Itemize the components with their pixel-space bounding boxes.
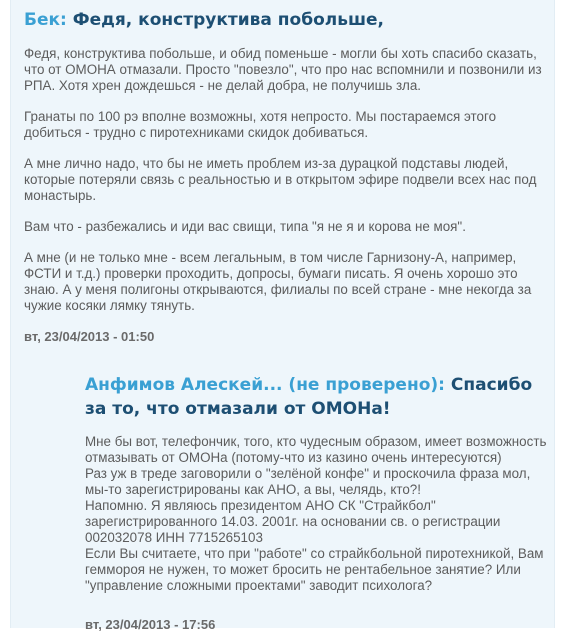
comment-body <box>24 46 552 314</box>
comment-date: вт, 23/04/2013 - 01:50 <box>24 329 155 344</box>
comment-line: Напомню. Я являюсь президентом АНО СК "Страйкбол" зарегистрированного 14.03. 2001г. на основании св. о регистрации 002032078 ИНН 7715265103 <box>85 498 501 545</box>
comment-author-link[interactable]: Бек <box>24 10 61 30</box>
comment-body <box>85 434 553 594</box>
comment-paragraph: Федя, конструктива побольше, и обид поменьше - могли бы хоть спасибо сказать, что от ОМОНА отмазали. Просто "повезло", что про нас вспомнили и позвонили из РПА. Хотя хрен дождешься - не делай добра, не получишь зла. <box>24 46 542 93</box>
comment-paragraph: А мне лично надо, что бы не иметь проблем из-за дурацкой подставы людей, которые потеряли связь с реальностью и в открытом эфире подвели всех нас под монастырь. <box>24 156 537 203</box>
author-separator: : <box>60 10 67 30</box>
comment-title <box>85 373 553 421</box>
comment-date: вт, 23/04/2013 - 17:56 <box>85 617 216 632</box>
comment-title <box>24 8 552 32</box>
comment-line: Мне бы вот, телефончик, того, кто чудесным образом, имеет возможность отмазывать от ОМОНа (потому-что из казино очень интересуются) <box>85 434 547 465</box>
comment-line: Раз уж в треде заговорили о "зелёной конфе" и проскочила фраза мол, мы-то зарегистрированы как АНО, а вы, челядь, кто?! <box>85 466 531 497</box>
comment-paragraph: Вам что - разбежались и иди вас свищи, типа "я не я и корова не моя". <box>24 219 466 234</box>
comment-subject-link[interactable]: Спасибо за то, что отмазали от ОМОНа! <box>85 375 533 419</box>
comment-author-link[interactable]: Анфимов Алескей... (не проверено) <box>85 375 439 395</box>
comment <box>24 8 552 344</box>
comment-subject-link[interactable]: Федя, конструктива побольше, <box>72 10 384 30</box>
comment-paragraph: А мне (и не только мне - всем легальным, в том числе Гарнизону-А, например, ФСТИ и т.д.) проверки проходить, допросы, бумаги писать. Я очень хорошо это знаю. А у меня полигоны открываются, филиалы по всей стране - мне некогда за чужие косяки лямку тянуть. <box>24 250 532 313</box>
comment-reply <box>85 373 553 632</box>
comment-paragraph: Гранаты по 100 рэ вполне возможны, хотя непросто. Мы постараемся этого добиться - трудно с пиротехниками скидок добиваться. <box>24 109 497 140</box>
author-separator: : <box>438 375 445 395</box>
comment-line: Если Вы считаете, что при "работе" со страйкбольной пиротехникой, Вам геммороя не нужен, то может бросить не рентабельное занятие? Или "управление сложными проектами" заводит психолога? <box>85 546 544 593</box>
